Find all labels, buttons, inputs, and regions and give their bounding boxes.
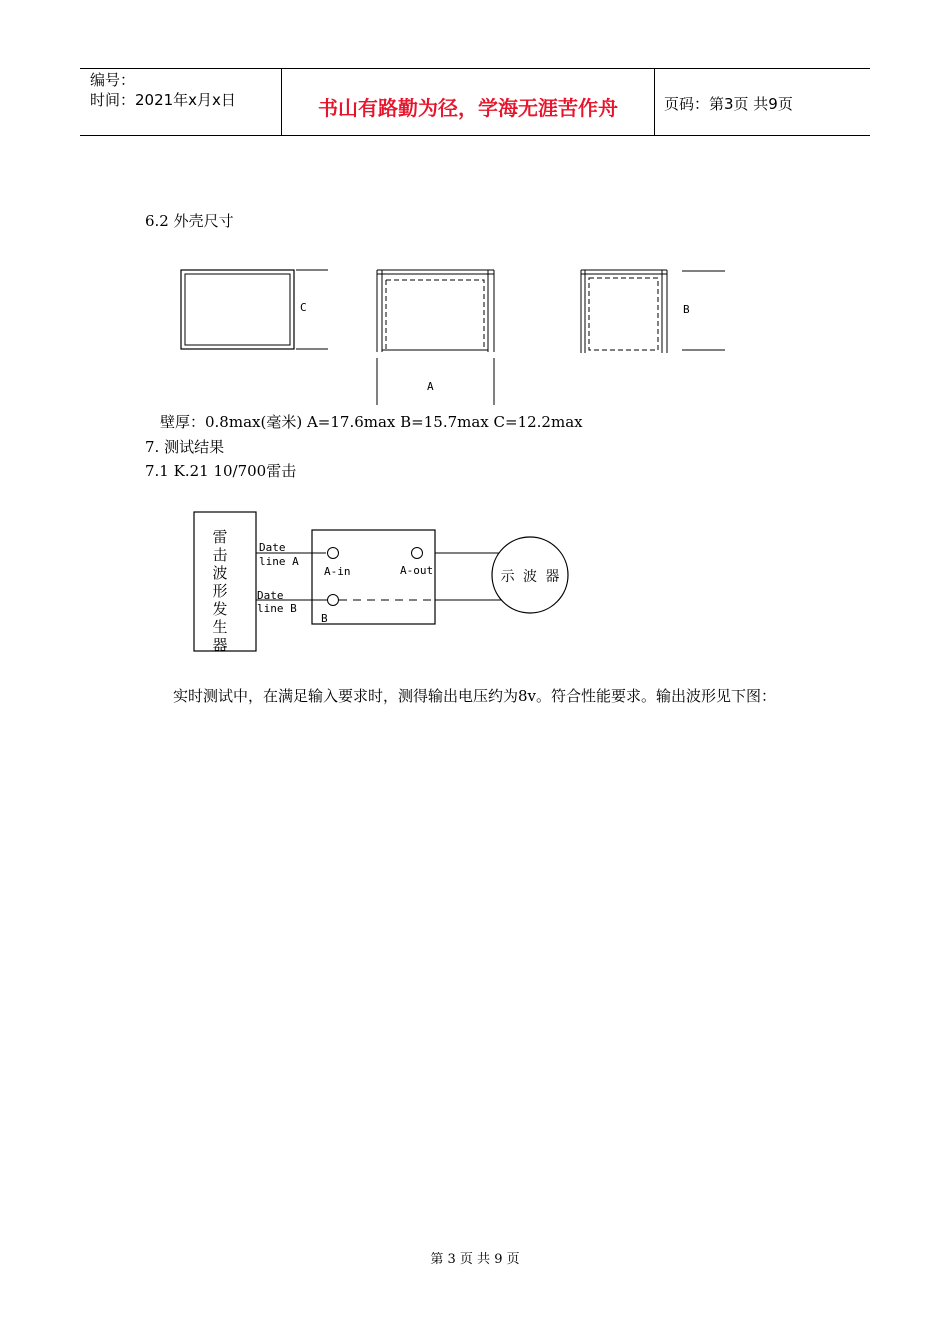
line-b-label-1: Date	[257, 589, 284, 602]
dim-label-c: C	[300, 301, 307, 314]
header-top-rule	[80, 68, 870, 69]
dim-label-b: B	[683, 303, 690, 316]
footer-page-number: 第 3 页 共 9 页	[430, 1252, 520, 1267]
svg-text:发: 发	[212, 600, 228, 618]
svg-text:雷: 雷	[212, 528, 228, 546]
a-in-terminal	[328, 548, 339, 559]
lightning-test-circuit-diagram	[190, 505, 580, 655]
wall-thickness-spec: 壁厚：0.8max(毫米) A=17.6max B=15.7max C=12.2max	[160, 413, 583, 431]
test-result-paragraph: 实时测试中，在满足输入要求时，测得输出电压约为8v。符合性能要求。输出波形见下图：	[173, 687, 777, 705]
section-6-2-heading: 6.2 外壳尺寸	[145, 212, 234, 230]
line-a-label-1: Date	[259, 541, 286, 554]
svg-text:击: 击	[212, 546, 228, 564]
a-out-label: A-out	[400, 564, 434, 577]
b-label: B	[321, 612, 328, 625]
dim-label-a: A	[427, 380, 434, 393]
header-motto: 书山有路勤为径，学海无涯苦作舟	[318, 96, 618, 120]
a-in-label: A-in	[324, 565, 351, 578]
side-view-b	[581, 270, 725, 353]
svg-text:形: 形	[212, 582, 228, 600]
serial-label: 编号：	[90, 71, 136, 89]
side-view-a	[377, 270, 494, 405]
header-meta	[90, 70, 236, 110]
oscilloscope-label: 示 波 器	[500, 569, 560, 585]
svg-text:波: 波	[212, 564, 228, 582]
line-a-label-2: line A	[259, 555, 299, 568]
section-7-1-heading: 7.1 K.21 10/700雷击	[145, 462, 297, 480]
svg-text:生: 生	[212, 618, 228, 636]
line-b-label-2: line B	[257, 602, 297, 615]
time-label: 时间：2021年x月x日	[90, 91, 236, 109]
header-divider	[654, 68, 655, 136]
a-out-terminal	[412, 548, 423, 559]
section-7-heading: 7. 测试结果	[145, 438, 225, 456]
generator-label	[212, 528, 227, 654]
header-bottom-rule	[80, 135, 870, 136]
svg-text:器: 器	[212, 636, 228, 654]
b-terminal	[328, 595, 339, 606]
enclosure-dimension-diagram	[170, 260, 740, 410]
front-view	[181, 270, 328, 349]
header-page-info: 页码：第3页 共9页	[664, 95, 793, 113]
